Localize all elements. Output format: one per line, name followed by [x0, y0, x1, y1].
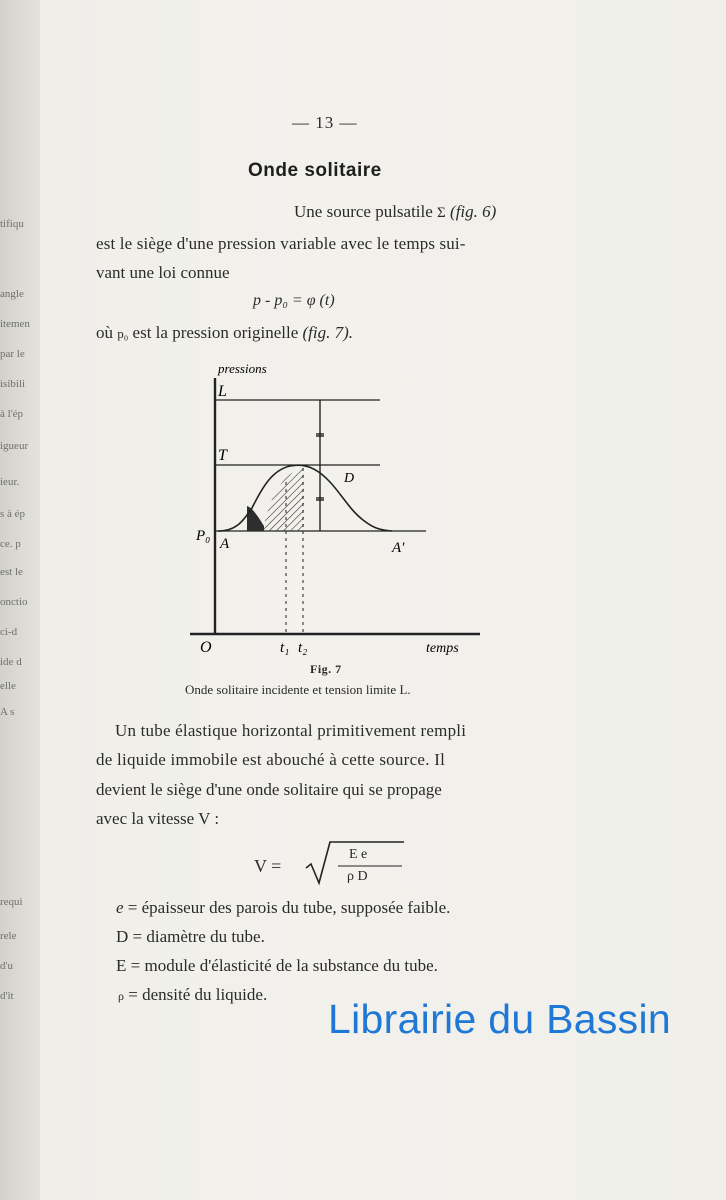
section-title: Onde solitaire [248, 160, 382, 181]
hatched-area-A [247, 506, 264, 531]
figure-number: Fig. 7 [310, 662, 342, 676]
label-origin: O [200, 639, 212, 656]
definition-symbol: E [116, 956, 127, 975]
bookseller-watermark: Librairie du Bassin [328, 996, 671, 1042]
left-page-fragment: isibili [0, 378, 26, 390]
left-page-fragment: par le [0, 348, 25, 360]
figure-7-diagram [180, 358, 520, 658]
left-page-fragment: s à ép [0, 508, 26, 520]
left-page-fragment: ci-d [0, 626, 18, 638]
pressure-equation: p - p₀ = φ (t) [253, 292, 335, 309]
fig-7-reference: (fig. 7). [302, 323, 354, 342]
origin-line [96, 323, 353, 343]
label-A-prime: A' [392, 540, 405, 556]
left-page-fragment: ide d [0, 656, 22, 668]
definition-E [116, 956, 438, 976]
origin-prefix: où [96, 323, 113, 342]
definition-D [116, 927, 265, 947]
label-A: A [220, 536, 230, 552]
left-page-fragment: à l'ép [0, 408, 24, 420]
formula-numerator [349, 847, 367, 863]
numerator-text: E e [349, 847, 368, 862]
x-axis-label: temps [426, 641, 459, 656]
left-page-fragment: angle [0, 288, 24, 300]
left-page-fragment: ieur. [0, 476, 20, 488]
left-page-fragment: ce. p [0, 538, 21, 550]
left-page-fragment: rele [0, 930, 17, 942]
intro-line-3: vant une loi connue [96, 263, 230, 282]
label-D: D [344, 471, 355, 486]
definition-text: = module d'élasticité de la substance du tube. [130, 956, 438, 975]
velocity-lhs: V = [254, 856, 282, 876]
denominator-text: ρ D [347, 869, 368, 884]
left-page-fragment: est le [0, 566, 23, 578]
paragraph-line-3: devient le siège d'une onde solitaire qui se propage [96, 780, 442, 799]
definition-e [116, 898, 450, 918]
definition-text: = diamètre du tube. [132, 927, 265, 946]
left-page-fragment: d'it [0, 990, 14, 1002]
facing-page-edge [0, 0, 41, 1200]
label-p0: P₀ [196, 528, 211, 544]
left-page-fragment: tifiqu [0, 218, 24, 230]
figure-caption: Onde solitaire incidente et tension limite L. [185, 682, 411, 697]
paragraph-line-4: avec la vitesse V : [96, 809, 220, 828]
definition-symbol: D [116, 927, 129, 946]
paragraph-line-2: de liquide immobile est abouché à cette source. Il [96, 750, 446, 769]
definition-rho [118, 985, 267, 1005]
intro-text: Une source pulsatile [294, 202, 433, 221]
definition-text: = densité du liquide. [128, 985, 268, 1004]
origin-text: est la pression originelle [132, 323, 299, 342]
left-page-fragment: d'u [0, 960, 13, 972]
fig-6-reference: (fig. 6) [450, 202, 497, 221]
sigma-symbol: Σ [437, 205, 446, 221]
definition-symbol: e [116, 898, 124, 917]
pressure-wave-curve [218, 465, 392, 531]
definition-symbol: ρ [118, 989, 124, 1003]
intro-line-2: est le siège d'une pression variable avec le temps sui- [96, 234, 466, 253]
paragraph-line-1: Un tube élastique horizontal primitivement rempli [115, 721, 467, 740]
label-L: L [218, 383, 227, 400]
label-t1: t₁ [280, 640, 290, 656]
left-page-fragment: igueur [0, 440, 29, 452]
intro-line-1 [294, 202, 496, 222]
left-page-fragment: itemen [0, 318, 30, 330]
p0-symbol: p₀ [117, 326, 129, 341]
formula-denominator [347, 869, 368, 885]
label-t2: t₂ [298, 640, 308, 656]
left-page-fragment: requi [0, 896, 23, 908]
page-number: — 13 — [292, 113, 358, 132]
definition-text: = épaisseur des parois du tube, supposée faible. [127, 898, 451, 917]
left-page-fragment: A s [0, 706, 15, 718]
label-T: T [218, 447, 227, 464]
left-page-fragment: onctio [0, 596, 28, 608]
left-page-fragment: elle [0, 680, 16, 692]
y-axis-label: pressions [218, 361, 267, 376]
